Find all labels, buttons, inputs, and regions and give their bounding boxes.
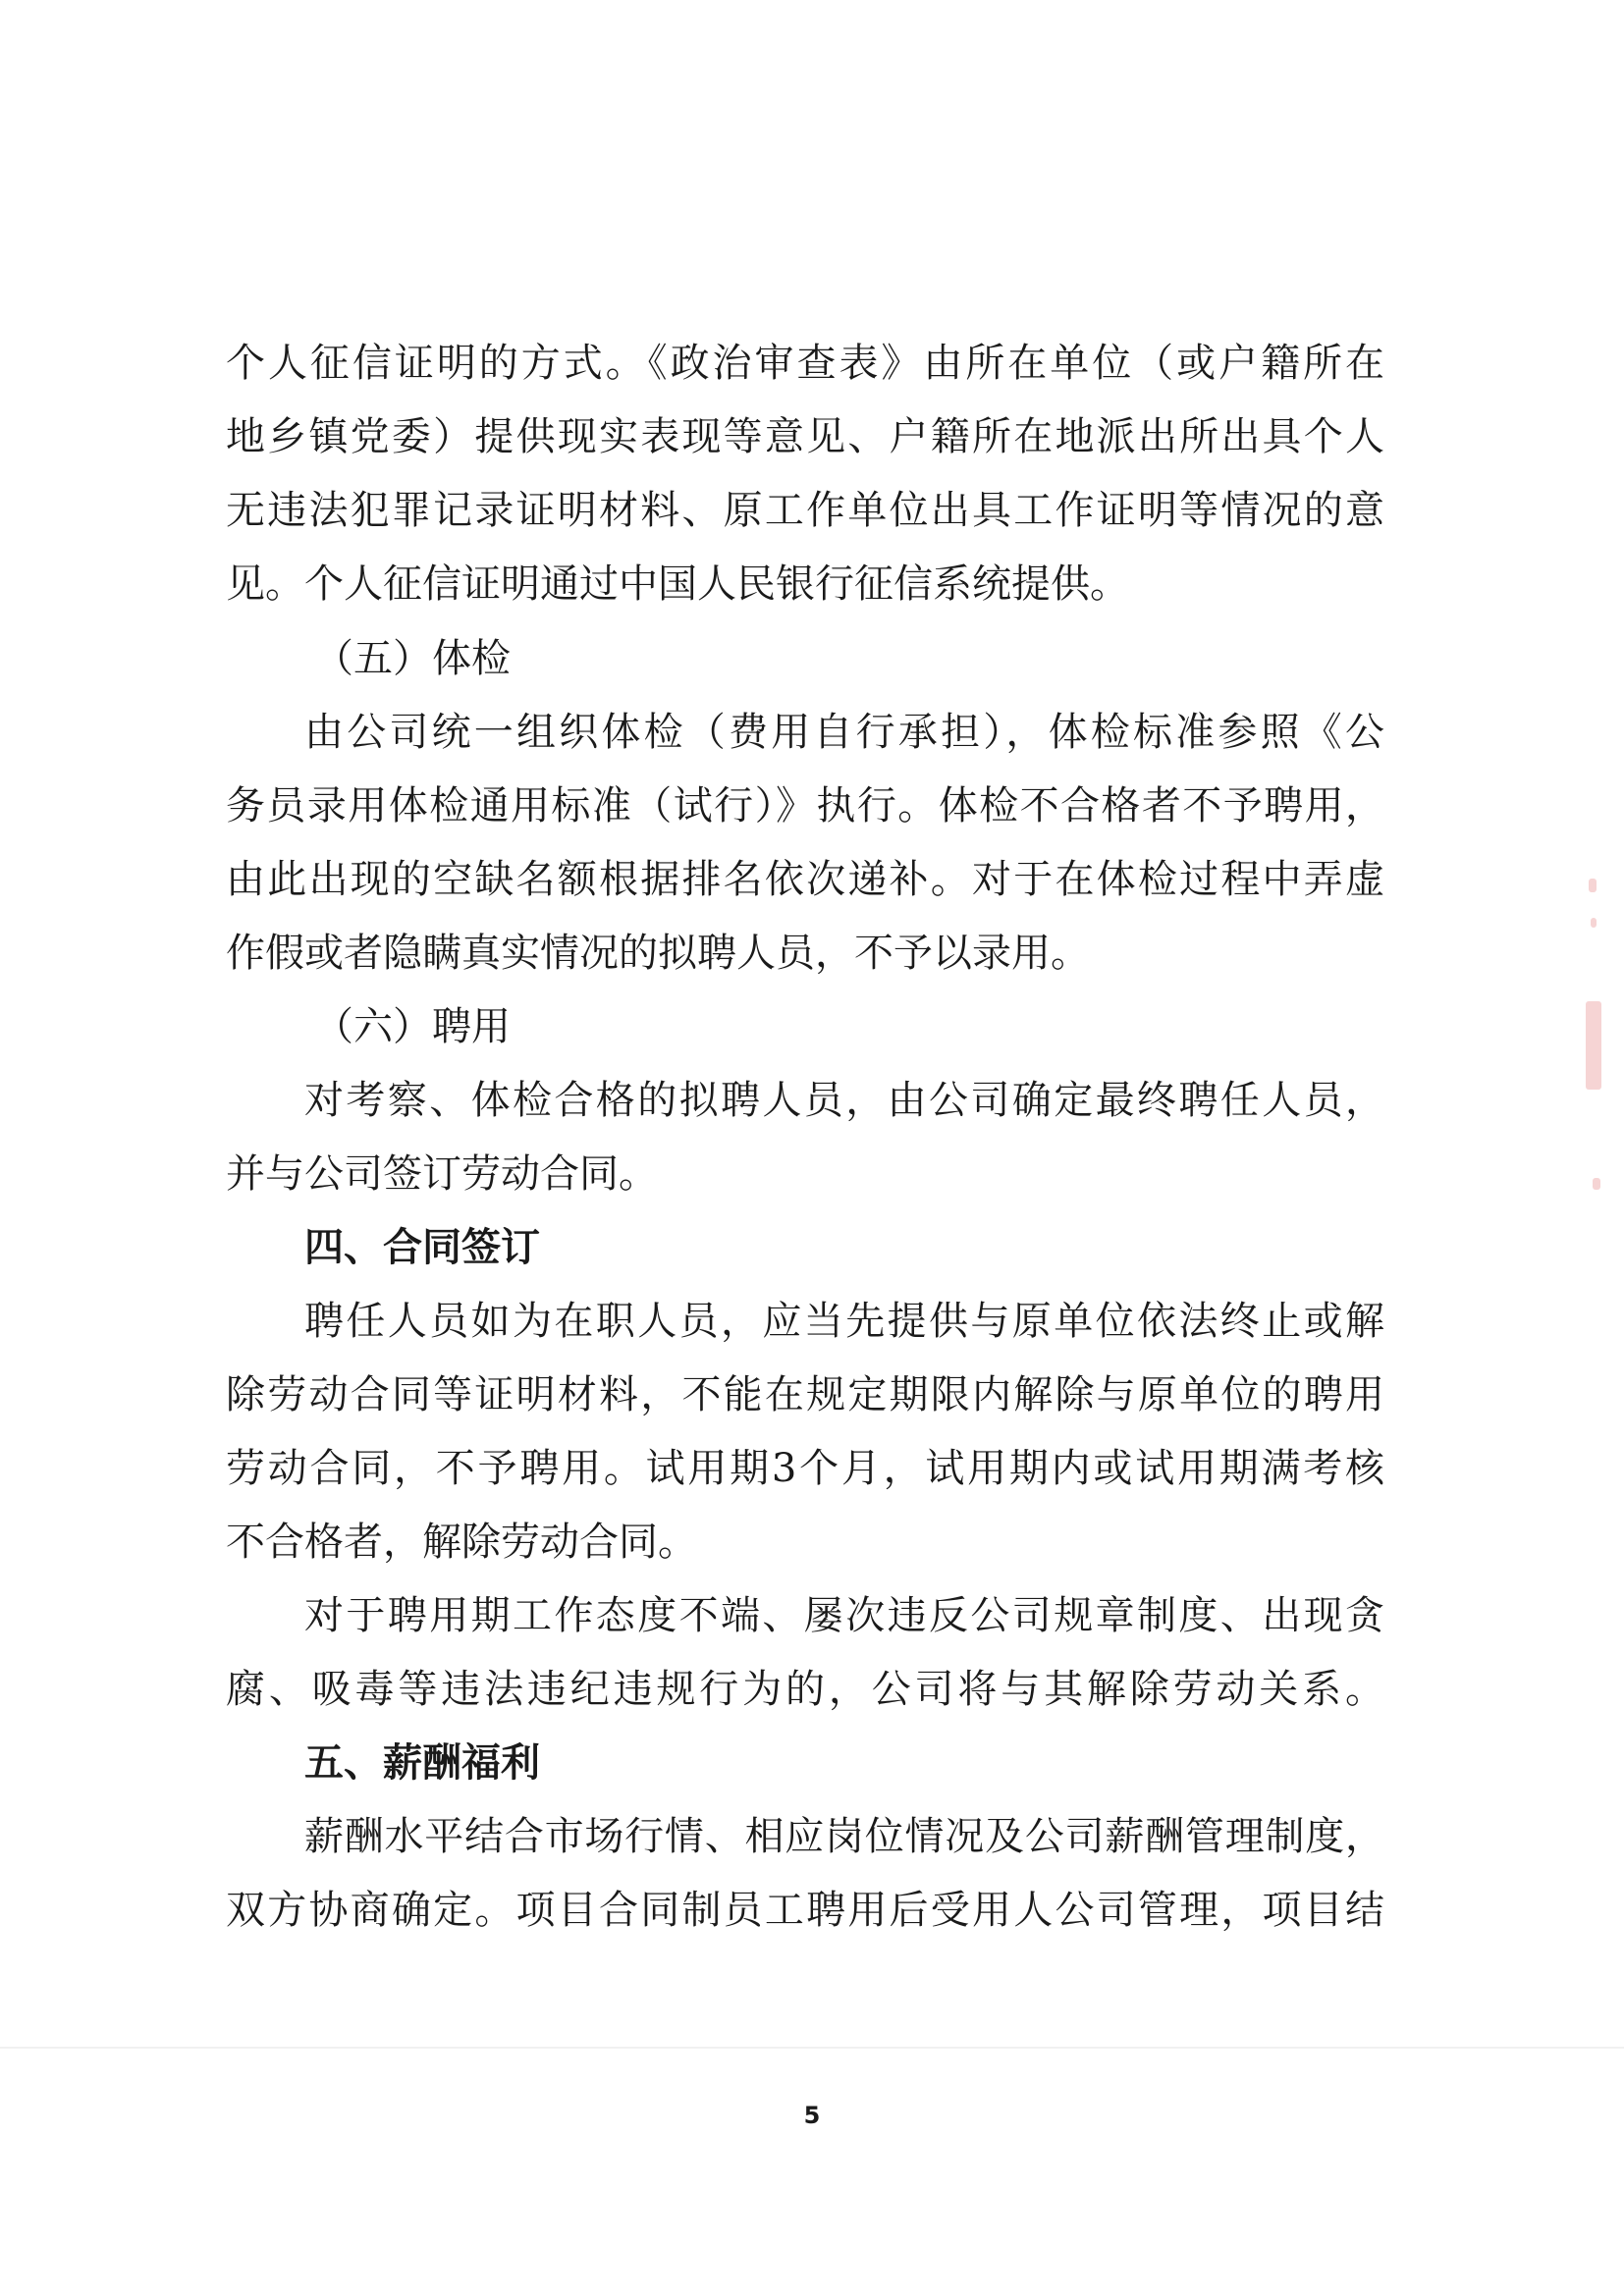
section-heading: 五、薪酬福利 xyxy=(304,1740,540,1786)
body-line: 对于聘用期工作态度不端、屡次违反公司规章制度、出现贪 xyxy=(304,1593,1384,1638)
body-line: 聘任人员如为在职人员，应当先提供与原单位依法终止或解 xyxy=(304,1299,1384,1344)
body-line: 作假或者隐瞒真实情况的拟聘人员，不予以录用。 xyxy=(226,931,1090,976)
page-number: 5 xyxy=(803,2102,821,2129)
body-line: 薪酬水平结合市场行情、相应岗位情况及公司薪酬管理制度， xyxy=(304,1814,1384,1859)
body-line: 劳动合同，不予聘用。试用期3个月，试用期内或试用期满考核 xyxy=(226,1446,1384,1491)
body-line: 由公司统一组织体检（费用自行承担），体检标准参照《公 xyxy=(304,710,1384,755)
seal-edge-mark xyxy=(1591,918,1597,928)
body-line: 对考察、体检合格的拟聘人员，由公司确定最终聘任人员， xyxy=(304,1078,1384,1123)
body-line: 除劳动合同等证明材料，不能在规定期限内解除与原单位的聘用 xyxy=(226,1372,1384,1417)
seal-edge-mark xyxy=(1586,1001,1601,1090)
subsection-heading: （六）聘用 xyxy=(314,1004,511,1049)
scan-divider xyxy=(0,2047,1624,2049)
body-line: 双方协商确定。项目合同制员工聘用后受用人公司管理，项目结 xyxy=(226,1888,1384,1933)
section-heading: 四、合同签订 xyxy=(304,1225,540,1270)
body-line: 见。个人征信证明通过中国人民银行征信系统提供。 xyxy=(226,561,1129,607)
body-line: 务员录用体检通用标准（试行）》执行。体检不合格者不予聘用， xyxy=(226,783,1384,828)
seal-edge-mark xyxy=(1593,1178,1600,1190)
body-line: 个人征信证明的方式。《政治审查表》由所在单位（或户籍所在 xyxy=(226,341,1384,386)
seal-edge-mark xyxy=(1589,879,1597,892)
subsection-heading: （五）体检 xyxy=(314,636,511,681)
body-line: 无违法犯罪记录证明材料、原工作单位出具工作证明等情况的意 xyxy=(226,488,1384,533)
body-line: 腐、吸毒等违法违纪违规行为的，公司将与其解除劳动关系。 xyxy=(226,1667,1384,1712)
body-line: 不合格者，解除劳动合同。 xyxy=(226,1520,697,1565)
body-line: 并与公司签订劳动合同。 xyxy=(226,1151,658,1197)
body-line: 地乡镇党委）提供现实表现等意见、户籍所在地派出所出具个人 xyxy=(226,414,1384,459)
body-line: 由此出现的空缺名额根据排名依次递补。对于在体检过程中弄虚 xyxy=(226,857,1384,902)
